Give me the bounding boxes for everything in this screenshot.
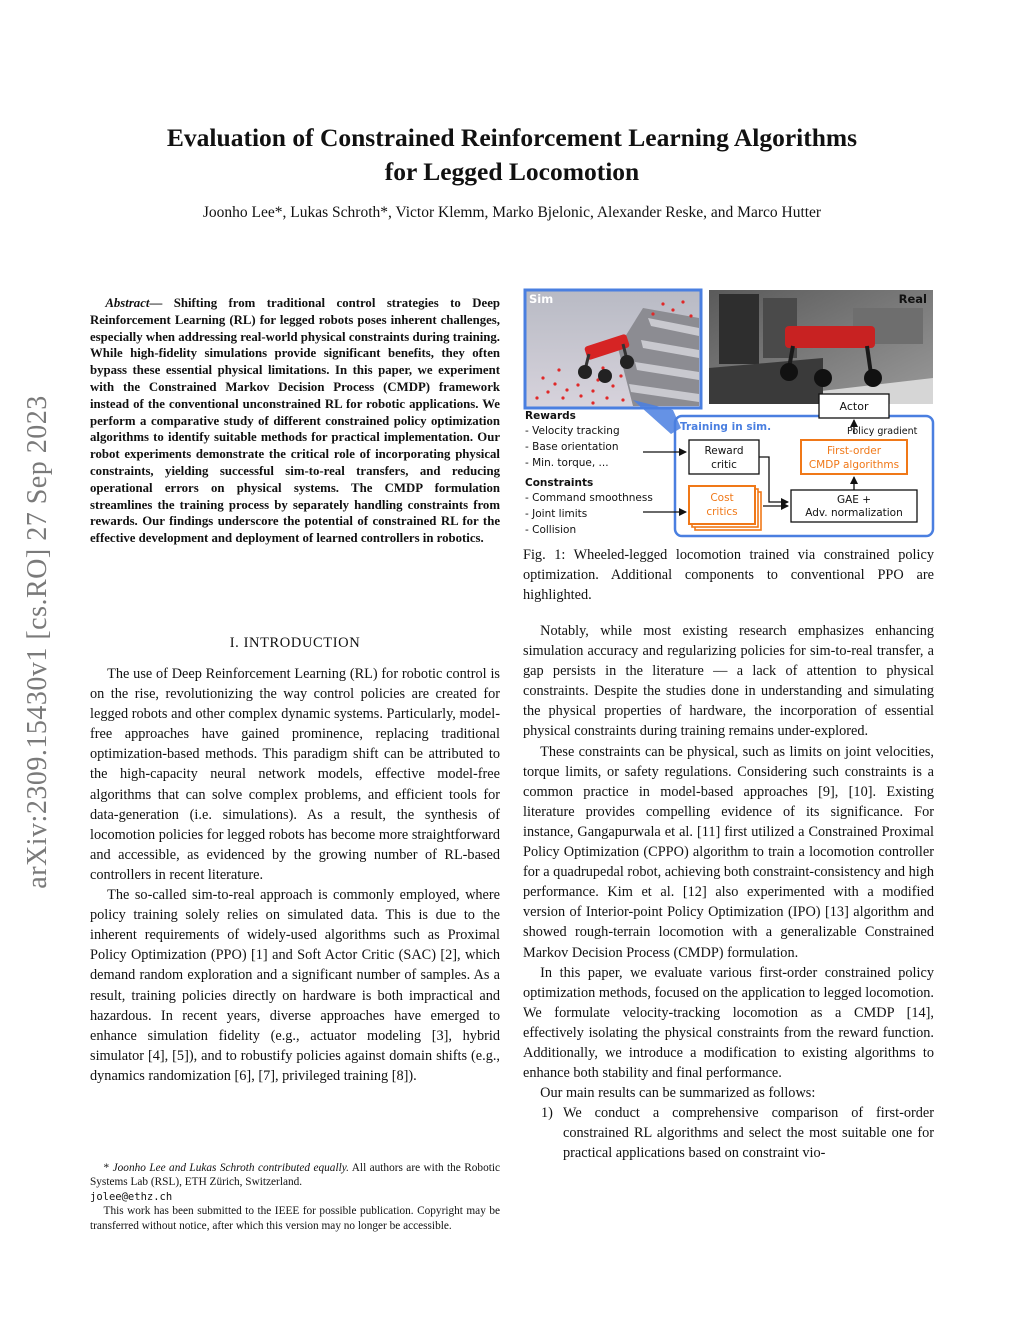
real-image bbox=[709, 290, 933, 404]
title-line-1: Evaluation of Constrained Reinforcement Learning Algorithms bbox=[166, 123, 858, 152]
figure-1-diagram bbox=[523, 288, 935, 538]
footnote-affiliation bbox=[90, 1161, 500, 1204]
training-label: Training in sim. bbox=[680, 421, 772, 433]
constraints-heading: Constraints bbox=[525, 477, 594, 489]
reward-critic-label: Reward bbox=[704, 445, 744, 457]
gae-label: Adv. normalization bbox=[805, 507, 903, 519]
footnote-email: jolee@ethz.ch bbox=[90, 1190, 173, 1203]
constraint-item: - Command smoothness bbox=[525, 492, 653, 504]
arxiv-identifier: arXiv:2309.15430v1 [cs.RO] 27 Sep 2023 bbox=[22, 395, 53, 889]
reward-item: - Base orientation bbox=[525, 441, 619, 453]
right-paragraph-1: Notably, while most existing research emphasizes enhancing simulation accuracy and regularizing policies for sim-to-real transfer, a gap persists in the literature — a lack of attention to physical constraints. Despite the studies done in understanding and simulating the physical properties of hardware, the incorporation of essential physical constraints during training remains under-explored. bbox=[523, 623, 934, 740]
rewards-heading: Rewards bbox=[525, 410, 576, 422]
intro-paragraph-2: The so-called sim-to-real approach is commonly employed, where policy training solely relies on simulated data. This is due to the inherent requirements of widely-used algorithms such as Proximal Policy Optimization (PPO) [1] and Soft Actor Critic (SAC) [2], which demand random exploration and a significant number of samples. As a result, training policies directly on hardware is both impractical and hazardous. In recent years, diverse approaches have emerged to enhance simulation fidelity (e.g., actuator modeling [3], hybrid simulator [4], [5]), and to robustify policies against domain shifts (e.g., dynamics randomization [6], [7], privileged training [8]). bbox=[90, 887, 500, 1084]
right-paragraph-4: Our main results can be summarized as follows: bbox=[540, 1085, 816, 1102]
intro-paragraph-1: The use of Deep Reinforcement Learning (RL) for robotic control is on the rise, revolutionizing the way control policies are created for legged robots and other complex dynamic systems. Particularly, model-free approaches have gained prominence, replacing traditional optimization-based methods. This paradigm shift can be attributed to the high-capacity neural network models, effective model-free algorithms that can solve complex problems, and efficient tools for data-generation (i.e. simulations). As a result, the synthesis of locomotion policies for legged robots has become more straightforward and accessible, as evidenced by the growing number of RL-based controllers in recent literature. bbox=[90, 666, 500, 883]
abstract-text: — Shifting from traditional control strategies to Deep Reinforcement Learning (RL) for legged robots poses inherent challenges, especially when addressing real-world physical constraints during training. While high-fidelity simulations provide significant benefits, they often bypass these essential physical limitations. In this paper, we experiment with the Constrained Markov Decision Process (CMDP) framework instead of the conventional unconstrained RL for robotic applications. We perform a comparative study of different constrained policy optimization algorithms to identify suitable methods for practical implementation. Our robot experiments demonstrate the critical role of incorporating physical constraints, yielding successful sim-to-real transfers, and reducing operational errors on physical systems. The CMDP formulation streamlines the training process by separately handling constraints from rewards. Our findings underscore the potential of constrained RL for the effective development and deployment of learned controllers in robotics. bbox=[90, 296, 500, 546]
constraint-item: - Collision bbox=[525, 524, 577, 536]
intro-right-column bbox=[523, 621, 934, 1164]
sim-image bbox=[525, 290, 701, 408]
reward-item: - Min. torque, ... bbox=[525, 457, 609, 469]
paper-title bbox=[60, 121, 964, 189]
title-line-2: for Legged Locomotion bbox=[384, 157, 640, 186]
footnotes bbox=[90, 1161, 500, 1233]
constraint-item: - Joint limits bbox=[525, 508, 588, 520]
first-order-label: First-order bbox=[826, 445, 882, 457]
first-order-label: CMDP algorithms bbox=[808, 459, 900, 471]
sim-label: Sim bbox=[529, 292, 554, 306]
actor-label: Actor bbox=[839, 400, 869, 413]
right-paragraph-2: These constraints can be physical, such as limits on joint velocities, torque limits, or safety regulations. Considering such constraints is a common practice in model-based approaches [9], [10]. Existing literature provides compelling evidence of its significance. For instance, Gangapurwala et al. [11] first utilized a Constrained Proximal Policy Optimization (CPPO) algorithm to train a locomotion controller for a quadrupedal robot, achieving both constraint-consistency and high performance. Kim et al. [12] also experimented with a modified version of Interior-point Policy Optimization (IPO) [13] algorithm and showed rough-terrain locomotion with a generalizable Constrained Markov Decision Process (CMDP) formulation. bbox=[523, 743, 934, 961]
cost-critics-label: Cost bbox=[710, 492, 734, 504]
reward-critic-label: critic bbox=[711, 459, 737, 471]
section-heading: I. INTRODUCTION bbox=[229, 635, 361, 651]
policy-gradient-label: Policy gradient bbox=[847, 426, 918, 437]
list-item-number: 1) bbox=[541, 1105, 553, 1122]
footnote-marker: * bbox=[103, 1162, 110, 1174]
abstract-label: Abstract bbox=[105, 296, 150, 310]
figure-caption: Fig. 1: Wheeled-legged locomotion trained via constrained policy optimization. Additional components to conventional PPO are highlighted. bbox=[523, 547, 934, 604]
footnote-affiliation-text: All authors are with the Robotic Systems Lab (RSL), ETH Zürich, Switzerland. bbox=[90, 1162, 501, 1189]
right-paragraph-3: In this paper, we evaluate various first-order constrained policy optimization methods, focused on the application to legged locomotion. We formulate velocity-tracking locomotion as a CMDP [14], effectively isolating the physical constraints from the reward function. Additionally, we introduce a modification to existing algorithms to enhance both stability and final performance. bbox=[523, 964, 934, 1082]
contribution-item-1 bbox=[523, 1103, 934, 1163]
author-list: Joonho Lee*, Lukas Schroth*, Victor Klemm, Marko Bjelonic, Alexander Reske, and Marco Hutter bbox=[202, 204, 822, 221]
abstract bbox=[90, 295, 500, 547]
cost-critics-label: critics bbox=[706, 506, 738, 518]
reward-item: - Velocity tracking bbox=[525, 425, 620, 437]
footnote-equal-contribution: Joonho Lee and Lukas Schroth contributed equally. bbox=[112, 1162, 349, 1174]
intro-left-column bbox=[90, 664, 500, 1086]
list-item-text: We conduct a comprehensive comparison of first-order constrained RL algorithms and select the most suitable one for practical applications based on constraint vio- bbox=[563, 1105, 934, 1162]
footnote-ieee: This work has been submitted to the IEEE for possible publication. Copyright may be transferred without notice, after which this version may no longer be accessible. bbox=[90, 1205, 500, 1232]
real-label: Real bbox=[898, 292, 927, 306]
figure-1 bbox=[523, 288, 935, 538]
gae-label: GAE + bbox=[836, 494, 872, 506]
